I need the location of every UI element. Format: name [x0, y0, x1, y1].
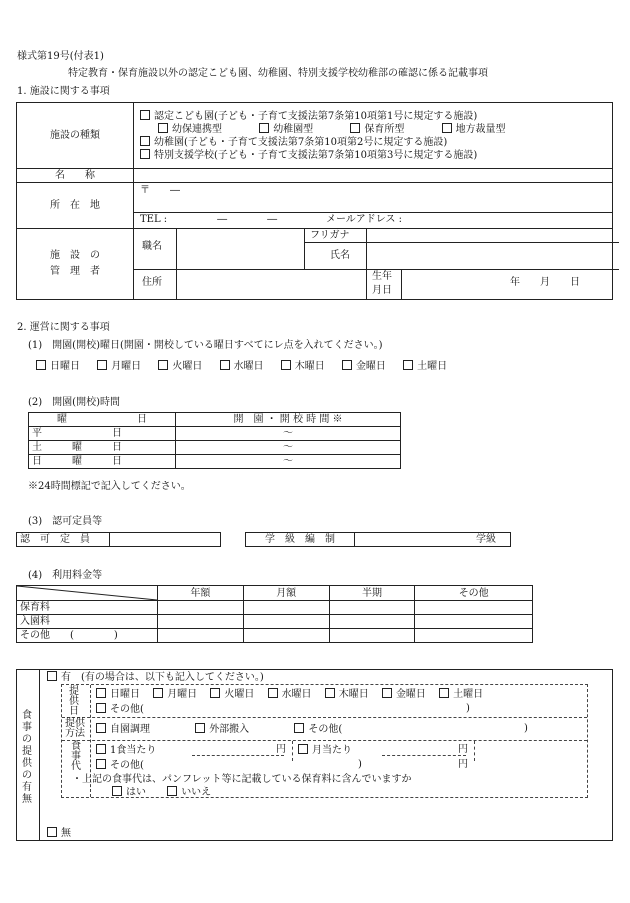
yen-unit: 円 [458, 744, 468, 755]
hours-day: 日 曜 日 [29, 455, 176, 469]
fee-cell[interactable] [243, 629, 329, 643]
address-label: 所 在 地 [17, 183, 134, 229]
fee-cell[interactable] [415, 615, 533, 629]
day-wed: 水曜日 [233, 361, 264, 372]
per-month [298, 744, 352, 757]
checkbox[interactable] [158, 360, 168, 370]
class-field[interactable] [355, 533, 511, 547]
subtype-youho: 幼保連携型 [172, 123, 222, 135]
day-sat: 土曜日 [417, 361, 448, 372]
checkbox[interactable] [97, 360, 107, 370]
checkbox[interactable] [153, 688, 163, 698]
yen-unit: 円 [458, 759, 468, 770]
close-paren: ) [358, 759, 362, 770]
checkbox[interactable] [294, 723, 304, 733]
checkbox[interactable] [96, 744, 106, 754]
provide-days [96, 688, 483, 701]
checkbox[interactable] [281, 360, 291, 370]
postal-code: 〒 ― [140, 185, 180, 196]
checkbox[interactable] [96, 688, 106, 698]
fee-cell[interactable] [415, 629, 533, 643]
per-meal [96, 744, 156, 757]
checkbox[interactable] [167, 786, 177, 796]
fee-other-label: その他( [110, 760, 144, 771]
checkbox[interactable] [36, 360, 46, 370]
subtype-youchien: 幼稚園型 [273, 123, 314, 135]
close-paren: ) [466, 703, 470, 714]
checkbox[interactable] [403, 360, 413, 370]
fee-cell[interactable] [329, 629, 415, 643]
checkbox[interactable] [96, 703, 106, 713]
fee-header: 月額 [243, 586, 329, 601]
provide-days-label: 提供日 [69, 686, 79, 717]
checkbox[interactable] [220, 360, 230, 370]
method-in-house: 自園調理 [110, 724, 150, 735]
address-field[interactable] [134, 183, 612, 213]
post-title-label: 職名 [142, 241, 162, 252]
fee-cell[interactable] [329, 615, 415, 629]
fee-cell[interactable] [158, 615, 244, 629]
day-sun: 日曜日 [50, 361, 80, 372]
class-unit: 学級 [476, 534, 496, 545]
provide-day-other [96, 703, 144, 716]
hours-header-time: 開 園 ・ 開 校 時 間 ※ [176, 413, 401, 427]
hours-table [28, 412, 401, 469]
answer-yes: はい [126, 787, 146, 798]
manager-label [17, 229, 134, 300]
manager-grid [134, 229, 613, 300]
checkbox[interactable] [442, 123, 452, 133]
day-tue: 火曜日 [172, 361, 203, 372]
type-option-kodomoen: 認定こども園(子ども・子育て支援法第7条第10項第1号に規定する施設) [154, 110, 478, 122]
per-month-label: 月当たり [312, 745, 352, 756]
fee-cell[interactable] [158, 629, 244, 643]
fee-cell[interactable] [243, 615, 329, 629]
checkbox[interactable] [382, 688, 392, 698]
fee-table [16, 585, 533, 643]
meal-day-tue: 火曜日 [224, 689, 255, 700]
manager-name-label: 氏名 [330, 250, 350, 261]
per-month-field[interactable] [382, 755, 466, 756]
meal-fee-label: 食事代 [71, 741, 81, 772]
capacity-field[interactable] [110, 533, 221, 547]
day-other-label: その他( [110, 704, 144, 715]
fee-header: 半期 [329, 586, 415, 601]
checkbox[interactable] [439, 688, 449, 698]
meal-day-mon: 月曜日 [167, 689, 198, 700]
q3-capacity: (3) 認可定員等 [28, 516, 103, 527]
checkbox[interactable] [350, 123, 360, 133]
name-field[interactable] [134, 169, 613, 183]
name-label: 名 称 [17, 169, 134, 183]
furigana-label: フリガナ [310, 230, 350, 241]
hours-time-field[interactable]: 〜 [176, 441, 401, 455]
section1-heading: 1. 施設に関する事項 [17, 86, 110, 97]
meal-day-thu: 木曜日 [338, 689, 369, 700]
class-table [245, 532, 511, 547]
meal-day-wed: 水曜日 [281, 689, 312, 700]
meal-detail-box [61, 684, 588, 798]
checkbox[interactable] [325, 688, 335, 698]
birth-label-2: 月日 [372, 285, 392, 296]
q4-fees: (4) 利用料金等 [28, 570, 103, 581]
checkbox[interactable] [195, 723, 205, 733]
method-external: 外部搬入 [209, 724, 250, 735]
fee-cell[interactable] [158, 601, 244, 615]
fee-row-label: その他 ( ) [17, 629, 158, 643]
checkbox[interactable] [96, 723, 106, 733]
birth-date-field[interactable]: 年 月 日 [510, 277, 580, 288]
class-label: 学 級 編 制 [246, 533, 355, 547]
fee-corner [17, 586, 158, 601]
meal-fee-question: ・上記の食事代は、パンフレット等に記載している保育料に含んでいますか [72, 774, 412, 785]
per-meal-field[interactable] [192, 755, 284, 756]
manager-address-label: 住所 [142, 277, 162, 288]
fee-cell[interactable] [329, 601, 415, 615]
email-field[interactable]: メールアドレス : [326, 214, 403, 225]
type-option-youchien: 幼稚園(子ども・子育て支援法第7条第10項第2号に規定する施設) [154, 136, 448, 148]
fee-row-label: 保育料 [17, 601, 158, 615]
meal-no-label: 無 [61, 828, 71, 839]
fee-other [96, 759, 144, 772]
hours-time-field[interactable]: 〜 [176, 455, 401, 469]
method-other: その他( [308, 724, 343, 735]
form-number: 様式第19号(付表1) [17, 51, 104, 62]
provide-method-label: 提供方法 [65, 718, 85, 739]
fee-cell[interactable] [415, 601, 533, 615]
section2-heading: 2. 運営に関する事項 [17, 322, 110, 333]
checkbox[interactable] [112, 786, 122, 796]
day-fri: 金曜日 [355, 361, 386, 372]
birth-label-1: 生年 [372, 271, 392, 282]
capacity-table [16, 532, 221, 547]
subtype-hoikusho: 保育所型 [364, 123, 405, 135]
day-thu: 木曜日 [294, 361, 325, 372]
day-mon: 月曜日 [111, 361, 142, 372]
hours-note: ※24時間標記で記入してください。 [28, 481, 191, 492]
checkbox[interactable] [96, 759, 106, 769]
meal-no [47, 827, 71, 840]
close-paren: ) [524, 723, 528, 734]
hours-time-field[interactable]: 〜 [176, 427, 401, 441]
hours-header-day: 曜 日 [29, 413, 176, 427]
weekday-checkboxes [36, 360, 461, 373]
diagonal-line [17, 586, 157, 600]
capacity-label: 認 可 定 員 [17, 533, 110, 547]
checkbox[interactable] [158, 123, 168, 133]
provide-methods [96, 723, 356, 736]
meal-day-fri: 金曜日 [395, 689, 426, 700]
facility-type-label: 施設の種類 [17, 103, 134, 169]
fee-cell[interactable] [243, 601, 329, 615]
checkbox[interactable] [268, 688, 278, 698]
subtype-chihou: 地方裁量型 [455, 123, 506, 135]
meal-section [16, 669, 613, 841]
fee-row-label: 入園料 [17, 615, 158, 629]
form-title: 特定教育・保育施設以外の認定こども園、幼稚園、特別支援学校幼稚部の確認に係る記載事項 [68, 68, 488, 79]
fee-header: その他 [415, 586, 533, 601]
fee-header: 年額 [158, 586, 244, 601]
meal-yes-label: 有 (有の場合は、以下も記入してください。) [61, 672, 264, 683]
meal-fee-answers [112, 786, 225, 799]
facility-table [16, 102, 613, 300]
q1-open-days: (1) 開園(開校)曜日(開園・開校している曜日すべてにレ点を入れてください。) [28, 340, 383, 351]
answer-no: いいえ [181, 787, 212, 798]
meal-day-sat: 土曜日 [453, 689, 484, 700]
tel-field[interactable]: TEL : ― ― [140, 214, 278, 225]
hours-day: 土 曜 日 [29, 441, 176, 455]
checkbox[interactable] [298, 744, 308, 754]
checkbox[interactable] [210, 688, 220, 698]
per-meal-label: 1食当たり [110, 745, 157, 756]
checkbox[interactable] [47, 671, 57, 681]
meal-day-sun: 日曜日 [110, 689, 140, 700]
manager-label-2: 管 理 者 [50, 266, 100, 277]
type-option-tokubetsu: 特別支援学校(子ども・子育て支援法第7条第10項第3号に規定する施設) [154, 149, 478, 161]
checkbox[interactable] [140, 136, 150, 146]
meal-side-label: 食事の提供の有無 [22, 710, 32, 805]
checkbox[interactable] [47, 827, 57, 837]
checkbox[interactable] [140, 149, 150, 159]
checkbox[interactable] [342, 360, 352, 370]
hours-day: 平 日 [29, 427, 176, 441]
checkbox[interactable] [140, 110, 150, 120]
checkbox[interactable] [259, 123, 269, 133]
meal-yes [47, 671, 264, 684]
manager-label-1: 施 設 の [50, 250, 100, 261]
yen-unit: 円 [276, 744, 286, 755]
q2-open-hours: (2) 開園(開校)時間 [28, 397, 120, 408]
